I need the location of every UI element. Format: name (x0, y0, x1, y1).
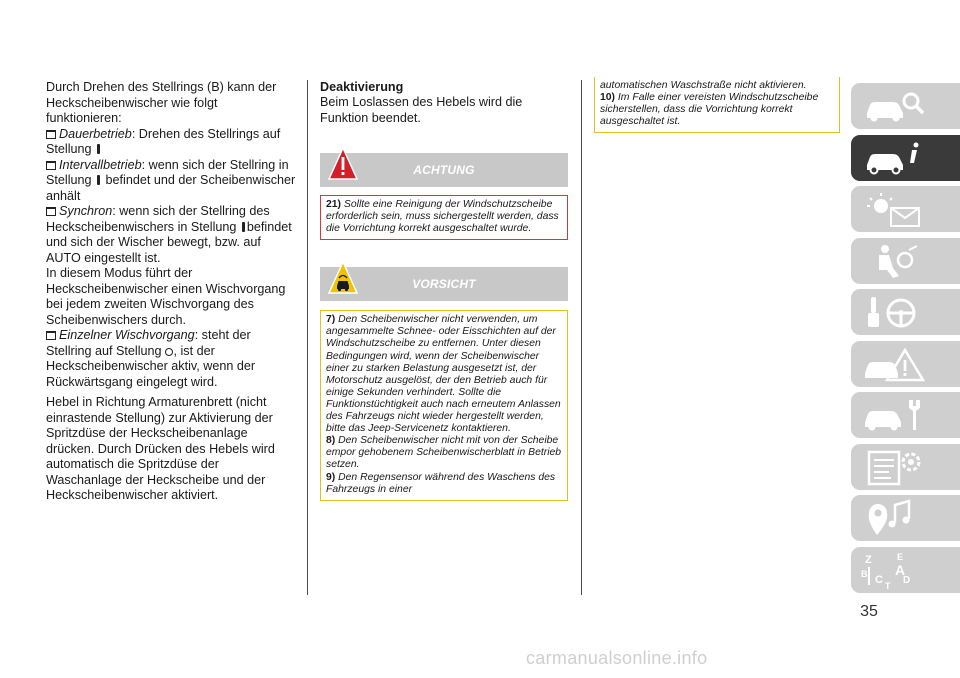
emergency-icon (861, 345, 931, 383)
index-letter: Z (865, 553, 872, 566)
warning-title: ACHTUNG (413, 163, 475, 177)
term-intervallbetrieb: Intervallbetrieb (59, 157, 142, 172)
page-number: 35 (860, 603, 878, 620)
position-i-icon (97, 175, 100, 185)
warning-note: 21) Sollte eine Reinigung der Windschutzscheibe erforderlich sein, muss sichergestellt werden, dass die Vorrichtung korrekt ausgeschaltet wurde. (326, 199, 559, 235)
caution-title: VORSICHT (412, 277, 476, 292)
sidebar-item-car-info[interactable] (851, 135, 960, 181)
index-letter: B (861, 568, 868, 579)
left-column (46, 80, 296, 504)
sidebar-item-maintenance[interactable] (851, 392, 960, 438)
index-letter: T (885, 580, 891, 589)
maintenance-icon (861, 396, 931, 434)
list-item-intervallbetrieb: Intervallbetrieb: wenn sich der Stellring in Stellung befindet und der Scheibenwischer anhält (46, 157, 296, 203)
term-dauerbetrieb: Dauerbetrieb (59, 126, 132, 141)
position-i-icon (242, 222, 245, 232)
bullet-icon (46, 161, 56, 170)
index-letter: D (903, 574, 911, 586)
multimedia-icon (861, 499, 931, 537)
technical-data-icon (861, 448, 931, 486)
middle-column (320, 80, 568, 501)
watermark: carmanualsonline.info (526, 648, 708, 668)
caution-note: 8) Den Scheibenwischer nicht mit von der Scheibe empor gehobenem Scheibenwischerblatt in Betrieb setzen. (326, 435, 562, 471)
caution-note: 7) Den Scheibenwischer nicht verwenden, um angesammelte Schnee- oder Eisschichten auf der Windschutzscheibe zu entfernen. Unter diesen Bedingungen wird, wenn der Scheibenwischer einer zu starken Belastung ausgesetzt ist, der Motorschutz ausgelöst, der den Betrieb auch für einige Sekunden verhindert. Sollte die Funktionstüchtigkeit auch nach erneutem Anlassen des Fahrzeugs nicht wieder hergestellt werden, bitte das Jeep-Servicenetz kontaktieren. (326, 314, 561, 435)
right-column (594, 80, 840, 133)
column-divider (307, 80, 308, 595)
warning-box (320, 195, 568, 240)
index-letter: A (895, 561, 906, 578)
bullet-icon (46, 130, 56, 139)
caution-header (320, 267, 568, 301)
sidebar-item-emergency[interactable] (851, 341, 960, 387)
chapter-sidebar (851, 83, 960, 598)
sidebar-item-multimedia[interactable] (851, 495, 960, 541)
caution-continuation-text: automatischen Waschstraße nicht aktivieren. (600, 80, 807, 91)
position-i-icon (97, 144, 100, 154)
section-text: Beim Loslassen des Hebels wird die Funktion beendet. (320, 95, 523, 125)
car-search-icon (861, 87, 931, 125)
list-item-synchron: Synchron: wenn sich der Stellring des Heckscheibenwischers in Stellung befindet und sich der Wischer bewegt, bzw. auf AUTO eingestellt ist. (46, 204, 292, 265)
sidebar-item-car-search[interactable] (851, 83, 960, 129)
caution-note: 9) Den Regensensor während des Waschens des Fahrzeugs in einer (326, 471, 556, 495)
index-icon (861, 551, 931, 589)
caution-box (320, 310, 568, 500)
term-synchron: Synchron (59, 204, 113, 218)
column-divider (581, 80, 582, 595)
caution-continuation-box (594, 77, 840, 133)
sidebar-item-technical-data[interactable] (851, 444, 960, 490)
index-letter: E (897, 551, 904, 562)
warning-header (320, 153, 568, 187)
sidebar-item-starting-driving[interactable] (851, 289, 960, 335)
sidebar-item-warning-lights[interactable] (851, 186, 960, 232)
bullet-icon (46, 331, 56, 340)
section-heading: Deaktivierung (320, 80, 404, 94)
term-einzelner-wischvorgang: Einzelner Wischvorgang (59, 328, 195, 342)
car-info-icon (861, 139, 931, 177)
synchron-detail-text: In diesem Modus führt der Heckscheibenwischer einen Wischvorgang bei jedem zweiten Wischvorgang des Scheibenwischers durch. (46, 266, 286, 327)
starting-driving-icon (861, 293, 931, 331)
sidebar-item-safety[interactable] (851, 238, 960, 284)
bullet-icon (46, 207, 56, 216)
washer-paragraph: Hebel in Richtung Armaturenbrett (nicht einrastende Stellung) zur Aktivierung der Spritzdüse der Heckscheibenanlage drücken. Durch Drücken des Hebels wird automatisch die Spritzdüse der Waschanlage der Heckscheibe und der Heckscheibenwischer aktiviert. (46, 395, 275, 502)
index-letter: C (875, 573, 883, 586)
intro-text: Durch Drehen des Stellrings (B) kann der Heckscheibenwischer wie folgt funktionieren: (46, 80, 277, 125)
safety-airbag-icon (861, 242, 931, 280)
warning-lights-icon (861, 190, 931, 228)
position-o-icon (165, 348, 173, 356)
sidebar-item-index[interactable] (851, 547, 960, 593)
list-item-dauerbetrieb: Dauerbetrieb: Drehen des Stellrings auf Stellung (46, 126, 281, 156)
list-item-einzelner-wischvorgang: Einzelner Wischvorgang: steht der Stellring auf Stellung , ist der Heckscheibenwischer aktiv, wenn der Rückwärtsgang eingelegt wird. (46, 328, 256, 389)
caution-note: 10) Im Falle einer vereisten Windschutzscheibe sicherstellen, dass die Vorrichtung korrekt ausgeschaltet ist. (600, 92, 819, 128)
